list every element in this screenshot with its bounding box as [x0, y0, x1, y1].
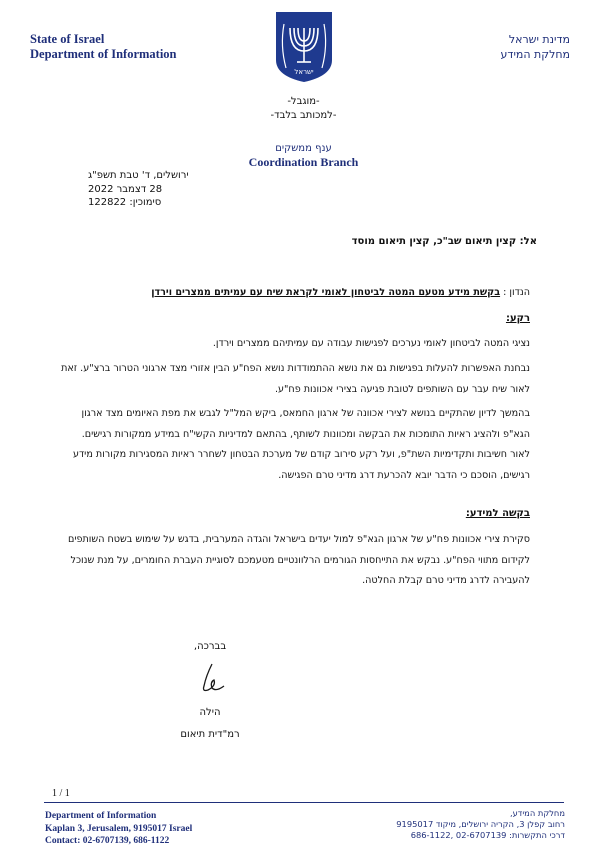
- hebrew-date: ירושלים, ד' טבת תשפ"ג: [88, 170, 189, 181]
- branch-name-hebrew: ענף ממשקים: [275, 143, 332, 154]
- state-emblem-icon: [272, 10, 336, 84]
- signatory-title: רמ"דית תיאום: [180, 729, 240, 740]
- background-heading: רקע:: [505, 313, 530, 324]
- footer-contact-english: Contact: 02-6707139, 686-1122: [45, 836, 170, 846]
- handwritten-signature-icon: [192, 660, 228, 696]
- page-number: 1 / 1: [52, 788, 70, 799]
- branch-name-english: Coordination Branch: [248, 155, 359, 169]
- subject-text: בקשת מידע מטעם המטה לביטחון לאומי לקראת שיח עם עמיתים ממצרים וירדן: [151, 287, 501, 298]
- footer-address-hebrew: רחוב קפלן 3, הקריה ירושלים, מיקוד 9195017: [396, 819, 565, 829]
- footer-english: [45, 810, 192, 848]
- recipients-line: אל: קצין תיאום שב"כ, קצין תיאום מוסד: [351, 236, 537, 247]
- footer-department-english: Department of Information: [45, 811, 157, 821]
- footer-contact-hebrew: דרכי התקשרות: 02-6707139 ,686-1122: [410, 830, 565, 840]
- classification-restricted: -מוגבל-: [287, 96, 320, 107]
- footer-address-english: Kaplan 3, Jerusalem, 9195017 Israel: [45, 823, 193, 834]
- request-paragraph: סקירת צירי אכוונות פח"ע של ארגון הגא"פ למול יעדים בישראל והגדה המערבית, בדגש על שימוש בשטח השותפים לקידום מתווי הפח"ע. נבקש את התייחסות הגורמים הרלוונטיים מטעמכם לסוגיית העברת החומרים, על מנת שנוכל להעבירה לדרג מדיני טרם קבלת החלטה.: [67, 534, 530, 586]
- department-name-english: Department of Information: [30, 47, 177, 61]
- background-paragraph-2: נבחנת האפשרות להעלות בפגישות גם את נושא ההתמודדות נושא הפח"ע הבין אזורי מצד ארגוני הטרור ברצ"ע. זאת לאור שיח עבר עם השותפים לטובת פגיעה בצירי אכוונות פח"ע.: [61, 363, 530, 395]
- state-name-hebrew: מדינת ישראל: [508, 33, 570, 46]
- request-heading: בקשה למידע:: [465, 508, 530, 519]
- emblem-label: ישראל: [294, 68, 314, 76]
- gregorian-date: 28 דצמבר 2022: [88, 183, 163, 195]
- classification-addressee-only: -למכותב בלבד-: [270, 110, 337, 121]
- department-name-hebrew: מחלקת המידע: [500, 48, 570, 61]
- header-hebrew: [501, 32, 570, 62]
- signatory-name: הילה: [199, 707, 221, 718]
- reference-number: סימוכין: 122822: [88, 197, 162, 208]
- background-paragraph-1: נציגי המטה לביטחון לאומי נערכים לפגישות עבודה עם עמיתיהם ממצרים וירדן.: [212, 338, 530, 349]
- subject-line: [70, 287, 530, 298]
- state-name-english: State of Israel: [30, 32, 105, 46]
- footer-divider: [44, 802, 564, 803]
- footer-hebrew: [396, 808, 565, 841]
- header-english: [30, 32, 177, 62]
- signature-closing: בברכה,: [193, 641, 227, 652]
- subject-label: הנדון :: [503, 287, 530, 298]
- background-paragraph-3: בהמשך לדיון שהתקיים בנושא לצירי אכוונה של ארגון החמאס, ביקש המל"ל לגבש את מפת האיומים מצד ארגון הגא"פ ולהציג ראיות התומכות את הבקשה ומכוונות לשותף, בהתאם למדיניות הקשי"ח במידע ממקורות רגישים. לאור חשיבות ותקדימיות השת"פ, ועל רקע סירוב קודם של מערכת הבטחון לשחרר ראיות המסגירות מקורות מידע רגישים, הוסכם כי הדבר יובא להכרעת דרג מדיני טרם הפגישה.: [72, 408, 530, 481]
- date-block: [88, 169, 189, 210]
- footer-department-hebrew: מחלקת המידע,: [509, 808, 565, 818]
